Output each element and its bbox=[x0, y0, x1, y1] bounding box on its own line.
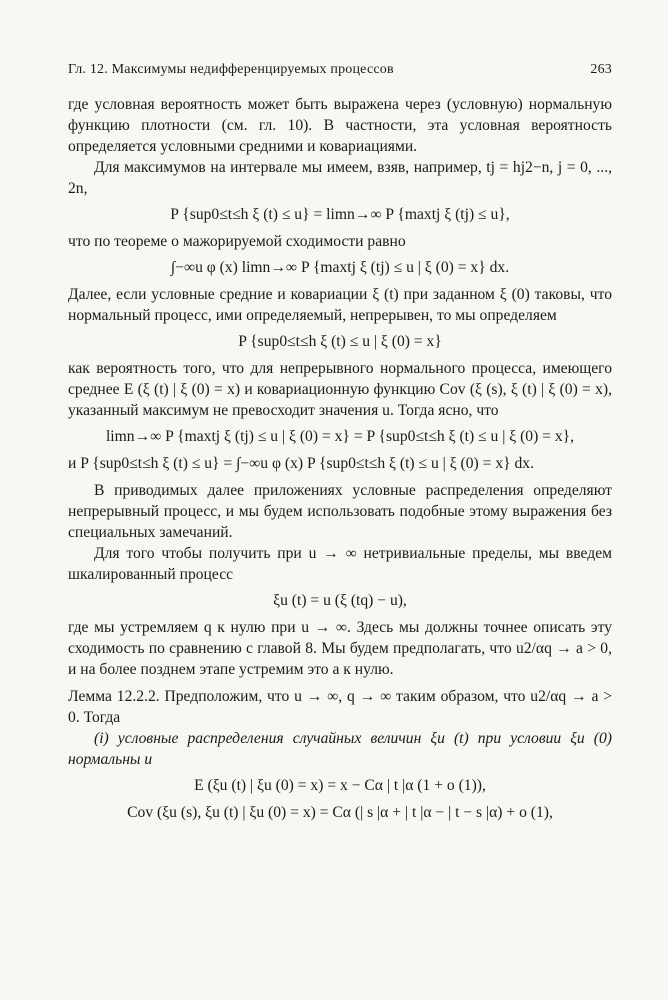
paragraph-5: как вероятность того, что для непрерывного нормального процесса, имеющего среднее E (ξ (t) | ξ (0) = x) и ковариационную функцию Cov (ξ (s), ξ (t) | ξ (0) = x), указанный максимум не превосходит значения u. Тогда ясно, что bbox=[68, 360, 612, 419]
chapter-title: Гл. 12. Максимумы недифференцируемых процессов bbox=[68, 62, 394, 77]
paragraph-2: Для максимумов на интервале мы имеем, взяв, например, tj = hj2−n, j = 0, ..., 2n, bbox=[68, 159, 612, 197]
lemma-item-i: (i) условные распределения случайных величин ξu (t) при условии ξu (0) нормальны и bbox=[68, 730, 612, 768]
running-header bbox=[68, 62, 612, 78]
formula-2: ∫−∞u φ (x) limn→∞ P {maxtj ξ (tj) ≤ u | ξ (0) = x} dx. bbox=[170, 259, 510, 276]
page-number: 263 bbox=[590, 62, 612, 77]
formula-5: и P {sup0≤t≤h ξ (t) ≤ u} = ∫−∞u φ (x) P {sup0≤t≤h ξ (t) ≤ u | ξ (0) = x} dx. bbox=[68, 455, 534, 472]
paragraph-8: где мы устремляем q к нулю при u → ∞. Здесь мы должны точнее описать эту сходимость по сравнению с главой 8. Мы будем предполагать, что u2/αq → a > 0, и на более позднем этапе устремим это a к нулю. bbox=[68, 619, 612, 678]
paragraph-4: Далее, если условные средние и ковариации ξ (t) при заданном ξ (0) таковы, что нормальный процесс, ими определяемый, непрерывен, то мы определяем bbox=[68, 286, 612, 324]
formula-8: Cov (ξu (s), ξu (t) | ξu (0) = x) = Cα (| s |α + | t |α − | t − s |α) + o (1), bbox=[127, 804, 553, 821]
formula-4: limn→∞ P {maxtj ξ (tj) ≤ u | ξ (0) = x} = P {sup0≤t≤h ξ (t) ≤ u | ξ (0) = x}, bbox=[105, 428, 575, 445]
paragraph-7: Для того чтобы получить при u → ∞ нетривиальные пределы, мы введем шкалированный процесс bbox=[68, 545, 612, 583]
book-page bbox=[68, 62, 612, 829]
formula-1: P {sup0≤t≤h ξ (t) ≤ u} = limn→∞ P {maxtj ξ (tj) ≤ u}, bbox=[170, 206, 510, 223]
lemma-statement: Лемма 12.2.2. Предположим, что u → ∞, q → ∞ таким образом, что u2/αq → a > 0. Тогда bbox=[68, 688, 612, 726]
paragraph-3: что по теореме о мажорируемой сходимости равно bbox=[68, 233, 406, 250]
formula-3: P {sup0≤t≤h ξ (t) ≤ u | ξ (0) = x} bbox=[238, 333, 442, 350]
paragraph-1: где условная вероятность может быть выражена через (условную) нормальную функцию плотности (см. гл. 10). В частности, эта условная вероятность определяется условными средними и ковариациями. bbox=[68, 96, 612, 155]
paragraph-6: В приводимых далее приложениях условные распределения определяют непрерывный процесс, и мы будем использовать подобные этому выражения без специальных замечаний. bbox=[68, 482, 612, 541]
formula-6: ξu (t) = u (ξ (tq) − u), bbox=[273, 592, 407, 609]
formula-7: E (ξu (t) | ξu (0) = x) = x − Cα | t |α (1 + o (1)), bbox=[194, 777, 486, 794]
